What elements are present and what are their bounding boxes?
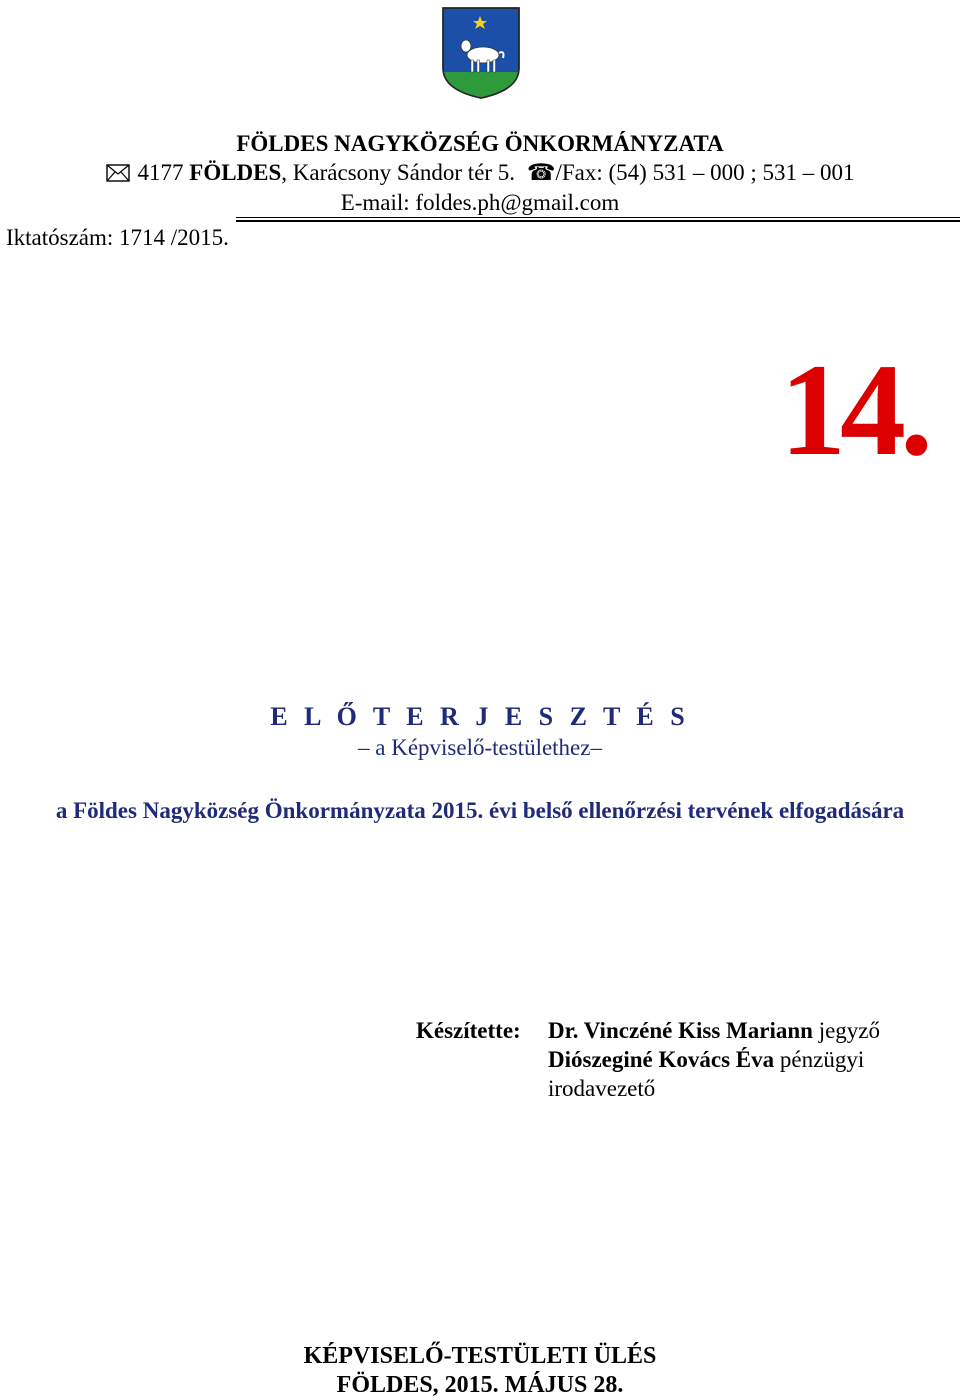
prepared-by-label: Készítette:	[416, 1018, 521, 1043]
header-rule-thick	[236, 220, 960, 222]
preparer-2-name: Diószeginé Kovács Éva	[548, 1047, 775, 1072]
preparer-2	[548, 1045, 948, 1103]
registration-number: Iktatószám: 1714 /2015.	[6, 225, 229, 250]
address-city: FÖLDES	[189, 160, 282, 185]
address-street: , Karácsony Sándor tér 5.	[281, 160, 516, 185]
document-title: E L Ő T E R J E S Z T É S	[270, 702, 690, 731]
meeting-title: KÉPVISELŐ-TESTÜLETI ÜLÉS	[303, 1343, 657, 1369]
preparer-1-name: Dr. Vinczéné Kiss Mariann	[548, 1018, 813, 1043]
coat-of-arms-icon	[441, 6, 521, 100]
address-line	[0, 158, 960, 188]
preparers-list	[548, 1016, 948, 1103]
document-addressee: – a Képviselő-testülethez–	[358, 735, 602, 760]
preparer-1	[548, 1016, 948, 1045]
preparer-2-role: pénzügyi irodavezető	[548, 1047, 865, 1101]
address-postal: 4177	[137, 160, 184, 185]
email-line: E-mail: foldes.ph@gmail.com	[340, 190, 620, 215]
agenda-number: 14.	[780, 336, 927, 483]
document-subject: a Földes Nagyközség Önkormányzata 2015. évi belső ellenőrzési tervének elfogadására	[55, 798, 905, 823]
header-rule-thin	[236, 217, 960, 218]
meeting-date: FÖLDES, 2015. MÁJUS 28.	[336, 1372, 624, 1398]
envelope-icon	[106, 164, 130, 182]
phone-icon: ☎	[526, 160, 556, 185]
phone-fax: /Fax: (54) 531 – 000 ; 531 – 001	[555, 160, 855, 185]
org-name: FÖLDES NAGYKÖZSÉG ÖNKORMÁNYZATA	[236, 131, 724, 156]
preparer-1-role: jegyző	[812, 1018, 880, 1043]
